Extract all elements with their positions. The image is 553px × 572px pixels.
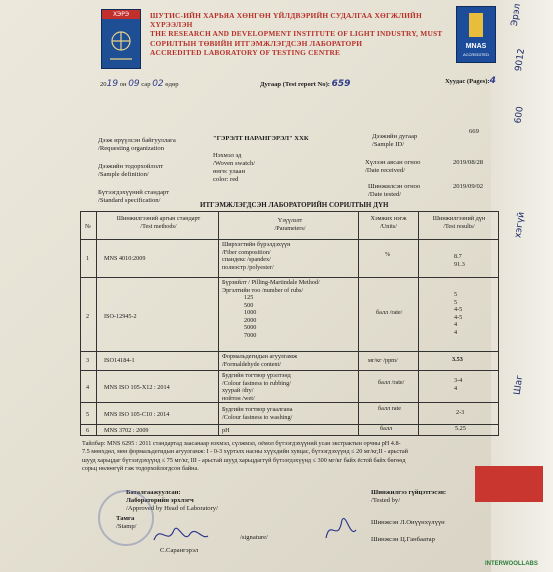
row-no: 5 [86,411,90,418]
row-param: Бүрзийлт / Pilling-Martindale Method/ Эргэлтийн тоо /number of rubs/ 125 500 1000 2000 5000 7000 [222,279,320,339]
row-param: Формальдегидын агуулгамж /Formaldehyde content/ [222,353,298,368]
approver-name: С.Сарангэрэл [160,547,199,554]
date-received-value: 2019/08/28 [453,159,484,166]
date-tested-value: 2019/09/02 [453,183,484,190]
date-tested-label: Шинжилсэн огноо /Date tested/ [368,183,421,198]
row-param: Будгийн тогтвор үрэлтэнд /Colour fastness to rubbing/ хуурай /dry/ нойтон /wet/ [222,372,291,402]
standard-label: Бүтээгдэхүүний стандарт /Standard specification/ [98,189,170,204]
soyombo-icon [469,13,483,37]
mnas-sub: ACCREDITED [462,52,489,57]
row-method: ISO14184-1 [104,357,135,364]
side-note: Шаг [512,374,526,396]
side-note: 600 [513,105,526,125]
results-table [80,211,499,436]
row-method: MNS 4010:2009 [104,255,146,262]
side-note: 9012 [513,47,527,73]
row-unit: % [385,251,391,258]
sample-id-value: 669 [469,128,479,135]
row-result: 3-4 4 [454,377,463,392]
side-note: хэгүй [513,211,527,239]
header-line: СОРИЛТЫН ТӨВИЙН ИТГЭМЖЛЭГДСЭН ЛАБОРАТОРИ [150,38,363,48]
date-line: 2019 он 09 сар 02 өдөр [100,79,179,89]
approval-label: Баталгаажуулсан: Лабораторийн эрхлэгч /Approved by Head of Laboratory/ [126,489,218,512]
table-title: ИТГЭМЖЛЭГДСЭН ЛАБОРАТОРИЙН СОРИЛТЫН ДҮН [200,201,389,209]
sample-def-label: Дээжийн тодорхойлолт /Sample definition/ [98,163,164,178]
row-unit: балл /rate/ [378,379,405,386]
header-line: ACCREDITED LABORATORY OF TESTING CENTRE [150,47,341,57]
tested-label: Шинжилгээ гүйцэтгэсэн: /Tested by/ [371,489,447,504]
col-header-unit: Хэмжих нэгж /Units/ [370,215,407,230]
footnote: Тайлбар: MNS 6295 : 2011 стандартад заасанаар нэхмэл, сүлжмэл, оёмол бүтээгдэхүүний усан экстрактын орчны pH 4.8- 7.5 мөнхдөл, мөн формальдегидын агуулгамж: I - 0-3 хүртэлх насны хүүхдийн хувцас, бүтээгдэхүүнд ≤ 20 мг/кг,II - арьстай шууд харьцдаг бүтээгдэхүүнд ≤ 75 мг/кг, III - арьстай шууд харьцдаггүй бүтээгдэхүүнд ≤ 300 мг/кг байх ёстой байх бөгөөд сорьц нөлөөгүй гэж тодорхойлогдсон байна. [82,440,408,473]
stamp-label: Тамга /Stamp/ [116,515,137,530]
col-header-no: № [85,223,91,230]
requester-label: Дээж ирүүлсэн байгууллага /Requesting organization [98,137,176,152]
tester-signature-icon [320,508,360,548]
row-result: 5.25 [455,425,466,432]
institute-logo-label: ХЭРЭ [102,10,140,19]
report-number: Дугаар (Test report No): 659 [260,79,351,89]
mnas-label: MNAS [465,43,487,50]
tester-name: Шинжсэн Ц.Ганбаатар [371,536,435,543]
approver-signature-icon [150,520,210,550]
row-no: 3 [86,357,90,364]
row-unit: балл [380,425,393,432]
side-note: Эрэл [509,3,523,27]
header-line: ШУТИС-ИЙН ХАРЬЯА ХӨНГӨН ҮЙЛДВЭРИЙН СУДАЛГАА ХӨГЖЛИЙН ХҮРЭЭЛЭН [150,11,422,30]
col-header-param: Үзүүлэлт /Parameters/ [274,217,306,232]
pages-count: Хуудас (Pages):4 [445,76,496,86]
tester-name: Шинжсэн Л.Онүүнхүлүүн [371,519,445,526]
row-unit: балл rate [378,405,401,412]
sample-id-label: Дээжийн дугаар /Sample ID/ [372,133,418,148]
interwoollabs-logo: INTERWOOLLABS [485,561,538,567]
date-received-label: Хүлээн авсан огноо /Date received/ [365,159,421,174]
row-param: Ширхэгтийн бүрэлдэхүүн /Fiber composition/ спандекс /spandex/ полиэстр /polyester/ [222,241,291,271]
knot-symbol-icon [102,19,140,67]
row-no: 1 [86,255,90,262]
row-no: 4 [86,384,90,391]
col-header-method: Шинжилгээний аргын стандарт /Test methods/ [116,215,201,230]
institute-logo [101,9,141,69]
signature-label: /signature/ [240,534,268,541]
row-method: MNS ISO 105-X12 : 2014 [104,384,170,391]
row-result: 2-3 [456,409,465,416]
row-result: 8.7 91.3 [454,253,465,268]
row-method: MNS 3702 : 2009 [104,427,149,434]
header-line: THE RESEARCH AND DEVELOPMENT INSTITUTE OF LIGHT INDUSTRY, MUST [150,29,443,39]
row-method: MNS ISO 105-C10 : 2014 [104,411,170,418]
row-result: 3.53 [452,356,463,363]
row-result: 5 5 4-5 4-5 4 4 [454,291,463,336]
row-no: 2 [86,313,90,320]
row-method: ISO-12945-2 [104,313,137,320]
sample-def-value: Нэхмэл эд /Woven swatch/ өнгө: улаан color: red [213,152,256,183]
requester-value: "ГЭРЭЛТ НАРАНГЭРЭЛ" ХХК [213,135,309,142]
row-unit: мг/кг /ppm/ [368,357,398,364]
col-header-result: Шинжилгээний дүн /Test results/ [432,215,486,230]
row-param: Будгийн тогтвор угаалгана /Colour fastness to washing/ [222,406,293,421]
row-no: 6 [86,427,90,434]
institute-header [150,11,450,57]
row-unit: балл /rate/ [376,309,403,316]
row-param: pH [222,427,230,434]
red-sticker [475,466,543,502]
mnas-logo [456,6,496,63]
